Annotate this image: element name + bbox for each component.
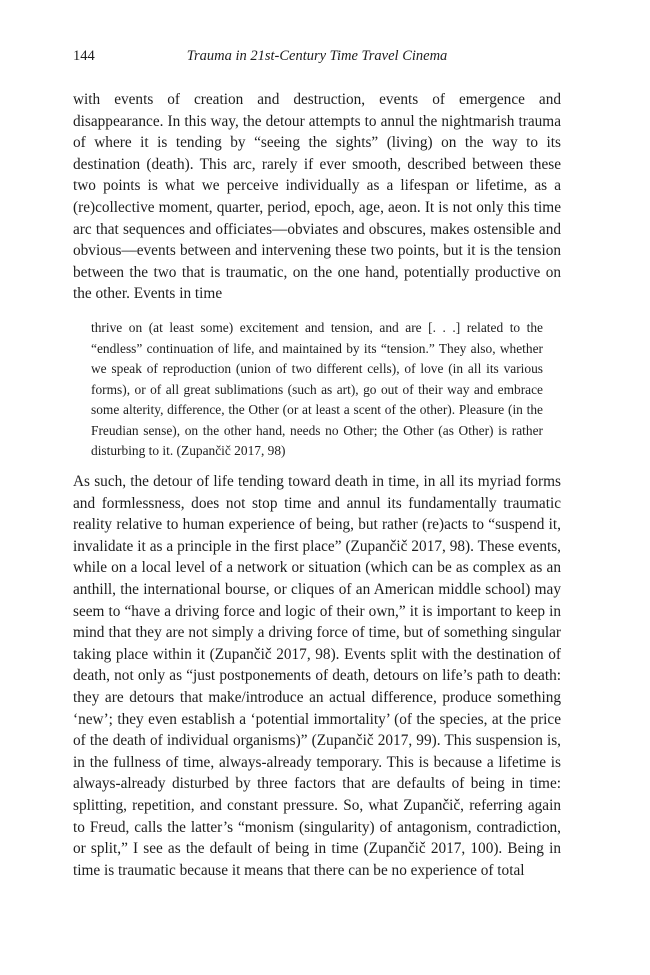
block-quote: thrive on (at least some) excitement and tension, and are [. . .] related to the “endless” continuation of life, and maintained by its “tension.” They also, whether we speak of reproduction (union of two different cells), of love (in all its various forms), or of all great sublimations (such as art), go out of their way and embrace some alterity, difference, the Other (or at least a scent of the other). Pleasure (in the Freudian sense), on the other hand, needs no Other; the Other (as Other) is rather disturbing to it. (Zupančič 2017, 98): [91, 320, 543, 458]
book-page: [73, 0, 561, 975]
running-header: [73, 48, 561, 68]
body-paragraph-1: with events of creation and destruction, events of emergence and disappearance. In this way, the detour attempts to annul the nightmarish trauma of where it is tending by “seeing the sights” (living) on the way to its destination (death). This arc, rarely if ever smooth, described between these two points is what we perceive individually as a lifespan or lifetime, as a (re)collective moment, quarter, period, epoch, age, aeon. It is not only this time arc that sequences and officiates—obviates and obscures, makes ostensible and obvious—events between and intervening these two points, but it is the tension between the two that is traumatic, on the one hand, potentially productive on the other. Events in time: [73, 91, 561, 303]
body-paragraph-2: As such, the detour of life tending toward death in time, in all its myriad forms and formlessness, does not stop time and annul its fundamentally traumatic reality relative to human experience of being, but rather (re)acts to “suspend it, invalidate it as a principle in the first place” (Zupančič 2017, 98). These events, while on a local level of a network or situation (which can be as complex as an anthill, the international bourse, or cliques of an American middle school) may seem to “have a driving force and logic of their own,” it is important to keep in mind that they are not simply a driving force of time, but of something singular taking place within it (Zupančič 2017, 98). Events split with the destination of death, not only as “just postponements of death, detours on life’s path to death: they are detours that make/introduce an actual difference, produce something ‘new’; they even establish a ‘potential immortality’ (of the species, at the price of the death of individual organisms)” (Zupančič 2017, 99). This suspension is, in the fullness of time, always-already temporary. This is because a lifetime is always-already disturbed by three factors that are defaults of being in time: splitting, repetition, and constant pressure. So, what Zupančič, referring again to Freud, calls the latter’s “monism (singularity) of antagonism, contradiction, or split,” I see as the default of being in time (Zupančič 2017, 100). Being in time is traumatic because it means that there can be no experience of total: [73, 473, 561, 879]
running-title: Trauma in 21st-Century Time Travel Cinema: [186, 48, 448, 64]
page-number: 144: [73, 48, 95, 64]
